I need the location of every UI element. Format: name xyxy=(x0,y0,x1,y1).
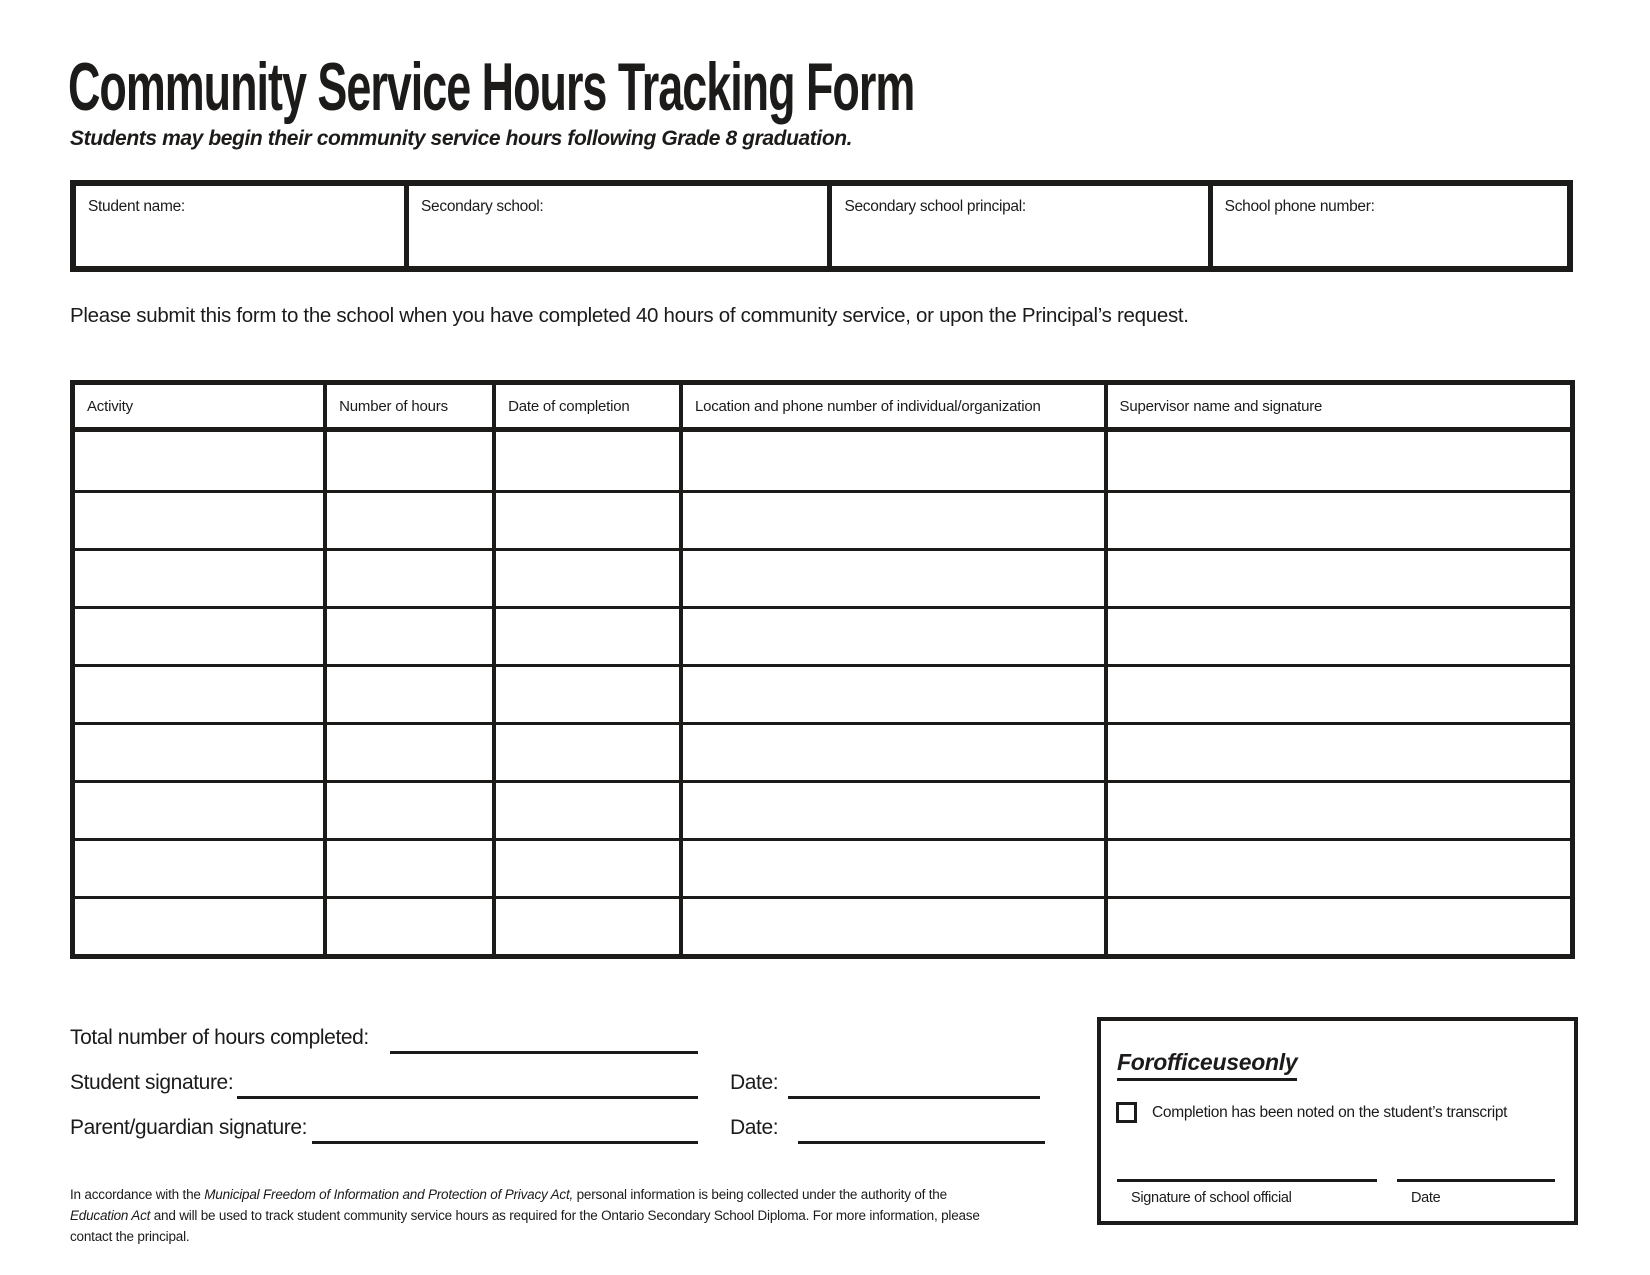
parent-signature-line[interactable] xyxy=(312,1141,698,1144)
service-table-row xyxy=(75,548,1570,606)
student-name-label: Student name: xyxy=(88,198,185,215)
service-table-cell-r5c2[interactable] xyxy=(323,667,492,722)
service-table-cell-r2c3[interactable] xyxy=(492,493,679,548)
service-table-cell-r3c2[interactable] xyxy=(323,551,492,606)
service-table-cell-r6c1[interactable] xyxy=(75,725,323,780)
service-table-cell-r5c1[interactable] xyxy=(75,667,323,722)
student-signature-label: Student signature: xyxy=(70,1071,234,1094)
parent-date-label: Date: xyxy=(730,1116,779,1139)
service-table-cell-r4c1[interactable] xyxy=(75,609,323,664)
service-table-cell-r2c4[interactable] xyxy=(679,493,1104,548)
service-table-cell-r7c3[interactable] xyxy=(492,783,679,838)
service-table-cell-r9c4[interactable] xyxy=(679,899,1104,954)
header-date-of-completion: Date of completion xyxy=(492,385,679,427)
page-title: Community Service Hours Tracking Form xyxy=(68,49,915,125)
service-table-cell-r1c2[interactable] xyxy=(323,432,492,490)
completion-noted-row xyxy=(1116,1101,1507,1123)
service-table-cell-r9c1[interactable] xyxy=(75,899,323,954)
service-table-body xyxy=(75,432,1570,954)
service-table-cell-r3c3[interactable] xyxy=(492,551,679,606)
privacy-fine-print xyxy=(70,1185,990,1248)
service-table-cell-r5c3[interactable] xyxy=(492,667,679,722)
service-table-row xyxy=(75,780,1570,838)
total-hours-line[interactable] xyxy=(390,1051,698,1054)
service-table-header-row xyxy=(75,385,1570,432)
total-hours-label: Total number of hours completed: xyxy=(70,1026,369,1049)
service-table-cell-r3c4[interactable] xyxy=(679,551,1104,606)
school-phone-field[interactable] xyxy=(1208,186,1567,266)
education-act-name: Education Act xyxy=(70,1207,151,1223)
parent-date-line[interactable] xyxy=(798,1141,1045,1144)
service-table-cell-r6c5[interactable] xyxy=(1104,725,1570,780)
service-table-cell-r3c1[interactable] xyxy=(75,551,323,606)
service-table-cell-r1c4[interactable] xyxy=(679,432,1104,490)
student-signature-line[interactable] xyxy=(237,1096,698,1099)
service-table-cell-r9c2[interactable] xyxy=(323,899,492,954)
secondary-school-label: Secondary school: xyxy=(421,198,544,215)
service-table-row xyxy=(75,838,1570,896)
service-table-row xyxy=(75,490,1570,548)
office-date-caption: Date xyxy=(1411,1190,1441,1206)
service-table-cell-r8c5[interactable] xyxy=(1104,841,1570,896)
office-use-box xyxy=(1097,1017,1578,1225)
service-table-cell-r7c2[interactable] xyxy=(323,783,492,838)
school-official-signature-line[interactable] xyxy=(1117,1179,1377,1182)
service-table-cell-r8c4[interactable] xyxy=(679,841,1104,896)
service-table-cell-r1c5[interactable] xyxy=(1104,432,1570,490)
page-subtitle: Students may begin their community service hours following Grade 8 graduation. xyxy=(70,127,853,150)
service-table-cell-r8c3[interactable] xyxy=(492,841,679,896)
service-table-row xyxy=(75,606,1570,664)
header-activity: Activity xyxy=(87,397,133,415)
service-table-cell-r7c5[interactable] xyxy=(1104,783,1570,838)
service-table-cell-r8c2[interactable] xyxy=(323,841,492,896)
service-table-cell-r2c1[interactable] xyxy=(75,493,323,548)
service-table-cell-r8c1[interactable] xyxy=(75,841,323,896)
student-date-line[interactable] xyxy=(788,1096,1040,1099)
service-table-cell-r3c5[interactable] xyxy=(1104,551,1570,606)
completion-noted-label: Completion has been noted on the student’s transcript xyxy=(1152,1104,1508,1121)
service-table-cell-r5c5[interactable] xyxy=(1104,667,1570,722)
school-principal-label: Secondary school principal: xyxy=(844,198,1026,215)
service-table-cell-r7c1[interactable] xyxy=(75,783,323,838)
office-date-line[interactable] xyxy=(1397,1179,1555,1182)
service-table-cell-r1c1[interactable] xyxy=(75,432,323,490)
service-table-cell-r4c4[interactable] xyxy=(679,609,1104,664)
school-official-caption: Signature of school official xyxy=(1131,1190,1292,1206)
service-hours-table xyxy=(70,380,1575,959)
secondary-school-field[interactable] xyxy=(404,186,827,266)
service-table-cell-r2c2[interactable] xyxy=(323,493,492,548)
service-table-cell-r1c3[interactable] xyxy=(492,432,679,490)
header-number-of-hours: Number of hours xyxy=(323,385,492,427)
service-table-cell-r9c5[interactable] xyxy=(1104,899,1570,954)
student-date-label: Date: xyxy=(730,1071,779,1094)
completion-noted-checkbox[interactable] xyxy=(1116,1102,1137,1123)
fine-print-text: personal information is being collected under the authority of the xyxy=(573,1187,947,1202)
service-table-row xyxy=(75,664,1570,722)
office-use-title: For office use only xyxy=(1117,1049,1297,1081)
fine-print-text: In accordance with the xyxy=(70,1187,205,1202)
header-location-phone: Location and phone number of individual/organization xyxy=(679,385,1104,427)
student-name-field[interactable] xyxy=(76,186,404,266)
student-info-table xyxy=(70,180,1573,272)
service-table-cell-r9c3[interactable] xyxy=(492,899,679,954)
service-table-cell-r4c2[interactable] xyxy=(323,609,492,664)
privacy-act-name: Municipal Freedom of Information and Protection of Privacy Act, xyxy=(204,1187,574,1202)
service-table-cell-r7c4[interactable] xyxy=(679,783,1104,838)
service-table-cell-r2c5[interactable] xyxy=(1104,493,1570,548)
fine-print-text: and will be used to track student community service hours as required for the Ontario Secondary School Diploma. For more information, please contact the principal. xyxy=(70,1207,980,1244)
service-table-cell-r6c2[interactable] xyxy=(323,725,492,780)
header-supervisor-signature: Supervisor name and signature xyxy=(1104,385,1570,427)
service-table-cell-r6c3[interactable] xyxy=(492,725,679,780)
school-principal-field[interactable] xyxy=(827,186,1207,266)
service-table-cell-r6c4[interactable] xyxy=(679,725,1104,780)
service-table-cell-r4c3[interactable] xyxy=(492,609,679,664)
service-table-cell-r4c5[interactable] xyxy=(1104,609,1570,664)
service-table-row xyxy=(75,432,1570,490)
service-table-cell-r5c4[interactable] xyxy=(679,667,1104,722)
parent-signature-label: Parent/guardian signature: xyxy=(70,1116,308,1139)
school-phone-label: School phone number: xyxy=(1224,198,1375,215)
service-table-row xyxy=(75,722,1570,780)
service-table-row xyxy=(75,896,1570,954)
submission-instruction: Please submit this form to the school when you have completed 40 hours of community service, or upon the Principal’s request. xyxy=(70,304,1189,327)
